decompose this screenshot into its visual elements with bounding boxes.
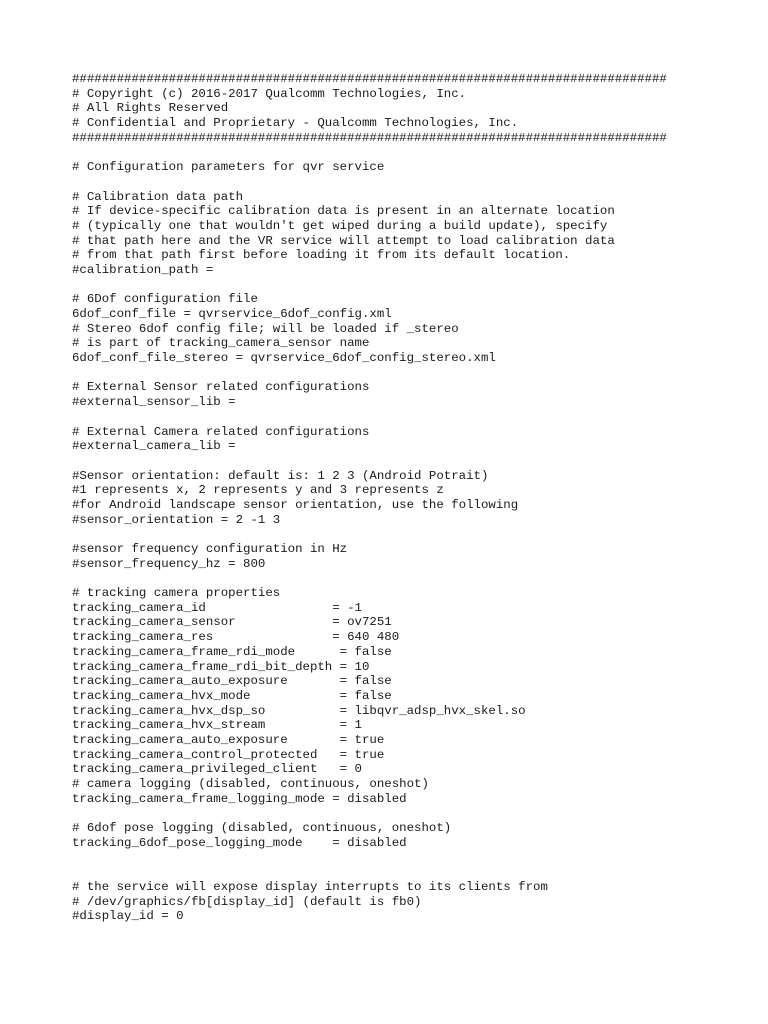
text-line: # from that path first before loading it from its default location. bbox=[72, 248, 571, 263]
text-line: # All Rights Reserved bbox=[72, 101, 229, 116]
text-line: # Calibration data path bbox=[72, 189, 244, 204]
text-line: tracking_camera_frame_logging_mode = disabled bbox=[72, 791, 407, 806]
text-line: tracking_camera_frame_rdi_mode = false bbox=[72, 644, 392, 659]
text-line: #sensor_frequency_hz = 800 bbox=[72, 556, 266, 571]
text-line: # If device-specific calibration data is present in an alternate location bbox=[72, 204, 615, 219]
text-line: tracking_camera_auto_exposure = false bbox=[72, 674, 392, 689]
text-line bbox=[72, 366, 752, 381]
text-line: tracking_camera_privileged_client = 0 bbox=[72, 762, 362, 777]
text-line: tracking_6dof_pose_logging_mode = disabled bbox=[72, 835, 407, 850]
text-line: #for Android landscape sensor orientation, use the following bbox=[72, 497, 519, 512]
text-line: #1 represents x, 2 represents y and 3 represents z bbox=[72, 483, 444, 498]
text-line: 6dof_conf_file = qvrservice_6dof_config.xml bbox=[72, 307, 392, 321]
text-line: tracking_camera_hvx_mode = false bbox=[72, 688, 392, 703]
config-file-text bbox=[72, 72, 752, 924]
text-line: ################################################################################ bbox=[72, 72, 667, 86]
text-line: # (typically one that wouldn't get wiped during a build update), specify bbox=[72, 218, 608, 233]
text-line: # is part of tracking_camera_sensor name bbox=[72, 336, 370, 351]
text-line: tracking_camera_frame_rdi_bit_depth = 10 bbox=[72, 659, 370, 674]
text-line: #external_camera_lib = bbox=[72, 439, 236, 454]
text-line bbox=[72, 410, 752, 425]
text-line: #calibration_path = bbox=[72, 262, 214, 277]
text-line: tracking_camera_auto_exposure = true bbox=[72, 732, 385, 747]
text-line: # Stereo 6dof config file; will be loaded if _stereo bbox=[72, 321, 459, 336]
text-line bbox=[72, 850, 752, 865]
text-line: 6dof_conf_file_stereo = qvrservice_6dof_config_stereo.xml bbox=[72, 351, 496, 366]
text-line: # Confidential and Proprietary - Qualcomm Technologies, Inc. bbox=[72, 116, 519, 131]
text-line: # External Sensor related configurations bbox=[72, 380, 370, 395]
text-line: #external_sensor_lib = bbox=[72, 395, 236, 410]
text-line: tracking_camera_hvx_dsp_so = libqvr_adsp_hvx_skel.so bbox=[72, 703, 526, 718]
text-line: #sensor_orientation = 2 -1 3 bbox=[72, 512, 281, 527]
text-line: # 6dof pose logging (disabled, continuous, oneshot) bbox=[72, 821, 452, 836]
text-line: #sensor frequency configuration in Hz bbox=[72, 542, 348, 556]
text-line: tracking_camera_hvx_stream = 1 bbox=[72, 718, 362, 733]
text-line: tracking_camera_control_protected = true bbox=[72, 747, 385, 762]
text-line: # Copyright (c) 2016-2017 Qualcomm Technologies, Inc. bbox=[72, 86, 467, 101]
text-line bbox=[72, 175, 752, 190]
text-line: # that path here and the VR service will attempt to load calibration data bbox=[72, 233, 615, 248]
text-line: # the service will expose display interrupts to its clients from bbox=[72, 879, 548, 894]
text-line bbox=[72, 865, 752, 880]
text-line bbox=[72, 278, 752, 293]
text-line: # External Camera related configurations bbox=[72, 424, 370, 439]
text-line: # /dev/graphics/fb[display_id] (default is fb0) bbox=[72, 894, 422, 909]
text-line: tracking_camera_sensor = ov7251 bbox=[72, 615, 392, 630]
text-line: # tracking camera properties bbox=[72, 586, 281, 601]
text-line bbox=[72, 527, 752, 542]
text-line bbox=[72, 145, 752, 160]
text-line: ################################################################################ bbox=[72, 130, 667, 145]
text-line: # camera logging (disabled, continuous, oneshot) bbox=[72, 777, 429, 791]
text-line: #display_id = 0 bbox=[72, 909, 184, 924]
text-line bbox=[72, 806, 752, 821]
text-line bbox=[72, 454, 752, 469]
text-line: tracking_camera_res = 640 480 bbox=[72, 630, 400, 645]
text-line: # 6Dof configuration file bbox=[72, 292, 258, 307]
text-line: #Sensor orientation: default is: 1 2 3 (Android Potrait) bbox=[72, 468, 489, 483]
text-line bbox=[72, 571, 752, 586]
text-line: # Configuration parameters for qvr service bbox=[72, 160, 385, 175]
text-line: tracking_camera_id = -1 bbox=[72, 600, 362, 615]
